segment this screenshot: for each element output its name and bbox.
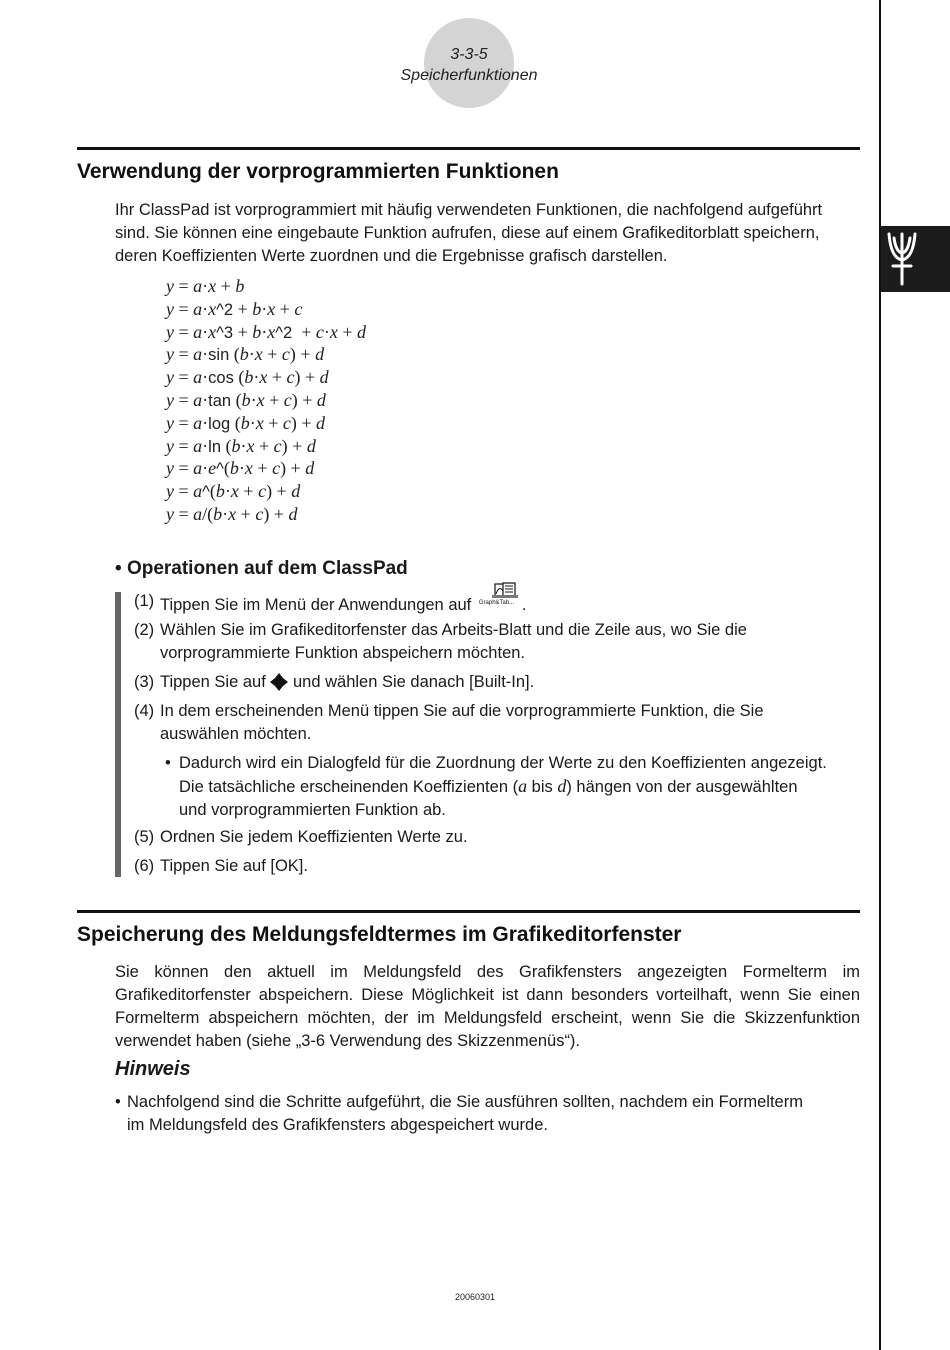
note-heading: Hinweis: [115, 1058, 191, 1080]
step-1-text: Tippen Sie im Menü der Anwendungen auf: [160, 596, 472, 614]
step-3-text-a: Tippen Sie auf: [160, 673, 266, 691]
step-5: [134, 826, 874, 849]
note-line-2: im Meldungsfeld des Grafikfensters abgespeichert wurde.: [127, 1116, 548, 1134]
sub-bullet-line-3: und vorprogrammierten Funktion ab.: [179, 801, 446, 819]
step-5-number: (5): [134, 828, 155, 846]
step-5-text: Ordnen Sie jedem Koeffizienten Werte zu.: [160, 828, 468, 846]
formula-5: y = a·cos (b·x + c) + d: [166, 367, 329, 388]
operations-heading: [115, 558, 408, 580]
footer-code: 20060301: [454, 1292, 496, 1302]
step-6-text: Tippen Sie auf [OK].: [160, 857, 308, 875]
section2-paragraph: Sie können den aktuell im Meldungsfeld des Grafikfensters angezeigten Formelterm im Grafikeditorfenster abspeichern. Diese Möglichkeit ist dann besonders vorteilhaft, wenn Sie einen Formelterm abspeichern möchten, der im Meldungsfeld erscheint, wenn Sie die Skizzenfunktion verwendet haben (siehe „3-6 Verwendung des Skizzenmenüs“).: [115, 963, 860, 1050]
formula-7: y = a·log (b·x + c) + d: [166, 412, 325, 433]
formula-4: y = a·sin (b·x + c) + d: [166, 344, 325, 365]
section-heading-1: Verwendung der vorprogrammierten Funktionen: [77, 160, 559, 183]
step-3-text-b: und wählen Sie danach [Built-In].: [292, 673, 535, 691]
section-heading-2: Speicherung des Meldungsfeldtermes im Grafikeditorfenster: [77, 923, 682, 946]
step-6: [134, 855, 874, 878]
step-3-number: (3): [134, 673, 155, 691]
app-icon-caption: Graph&Tab...: [478, 600, 515, 606]
page-number: 3-3-5: [450, 46, 488, 63]
formula-6: y = a·tan (b·x + c) + d: [166, 390, 326, 410]
step-2: [134, 619, 874, 665]
diamond-arrows-icon: [270, 673, 288, 691]
formula-2: y = a·x^2 + b·x + c: [166, 298, 303, 319]
formula-3: y = a·x^3 + b·x^2 + c·x + d: [166, 321, 366, 342]
operations-heading-text: Operationen auf dem ClassPad: [126, 558, 408, 579]
operations-bullet: •: [115, 558, 122, 579]
formula-8: y = a·ln (b·x + c) + d: [166, 435, 316, 456]
step-6-number: (6): [134, 857, 155, 875]
formula-1: y = a·x + b: [166, 276, 245, 296]
note-item: [115, 1091, 865, 1137]
step-2-number: (2): [134, 621, 155, 639]
step-4-sub-bullet: [165, 752, 865, 822]
step-2-line-1: Wählen Sie im Grafikeditorfenster das Arbeits-Blatt und die Zeile aus, wo Sie die: [160, 621, 747, 639]
intro-line-3: deren Koeffizienten Werte zuordnen und die Ergebnisse grafisch darstellen.: [115, 247, 668, 265]
note-line-1: Nachfolgend sind die Schritte aufgeführt, die Sie ausführen sollten, nachdem ein Formelterm: [127, 1093, 803, 1111]
chapter-title: Speicherfunktionen: [400, 67, 538, 84]
formula-10: y = a^(b·x + c) + d: [166, 481, 301, 502]
formula-9: y = a·e^(b·x + c) + d: [166, 458, 315, 479]
graph-table-app-icon: [476, 590, 522, 614]
step-1-number: (1): [134, 592, 155, 610]
step-4-line-2: auswählen möchten.: [160, 725, 312, 743]
step-2-line-2: vorprogrammierte Funktion abspeichern möchten.: [160, 644, 526, 662]
sub-bullet-line-1: Dadurch wird ein Dialogfeld für die Zuordnung der Werte zu den Koeffizienten angezeigt.: [179, 754, 827, 772]
intro-line-1: Ihr ClassPad ist vorprogrammiert mit häufig verwendeten Funktionen, die nachfolgend aufgeführt: [115, 201, 823, 219]
step-4-number: (4): [134, 702, 155, 720]
intro-line-2: sind. Sie können eine eingebaute Funktion aufrufen, diese auf einem Grafikeditorblatt speichern,: [115, 224, 820, 242]
graph-symbol-icon: [881, 226, 950, 292]
step-4: [134, 700, 874, 746]
step-1: [134, 590, 874, 613]
section-rule-2: [77, 910, 860, 913]
step-3: [134, 671, 874, 694]
intro-paragraph: [115, 199, 860, 268]
sub-bullet-line-2: Die tatsächliche erscheinenden Koeffizienten (a bis d) hängen von der ausgewählten: [179, 776, 798, 796]
step-1-period: .: [521, 596, 527, 614]
coef-a: a: [518, 776, 528, 796]
sub-bullet-symbol: •: [165, 754, 171, 772]
section-rule-1: [77, 147, 860, 150]
coef-d: d: [557, 776, 567, 796]
note-bullet: •: [115, 1093, 121, 1111]
step-4-line-1: In dem erscheinenden Menü tippen Sie auf die vorprogrammierte Funktion, die Sie: [160, 702, 764, 720]
formula-11: y = a/(b·x + c) + d: [166, 504, 298, 524]
chapter-side-tab: [881, 226, 950, 292]
operations-side-bar: [115, 592, 121, 877]
